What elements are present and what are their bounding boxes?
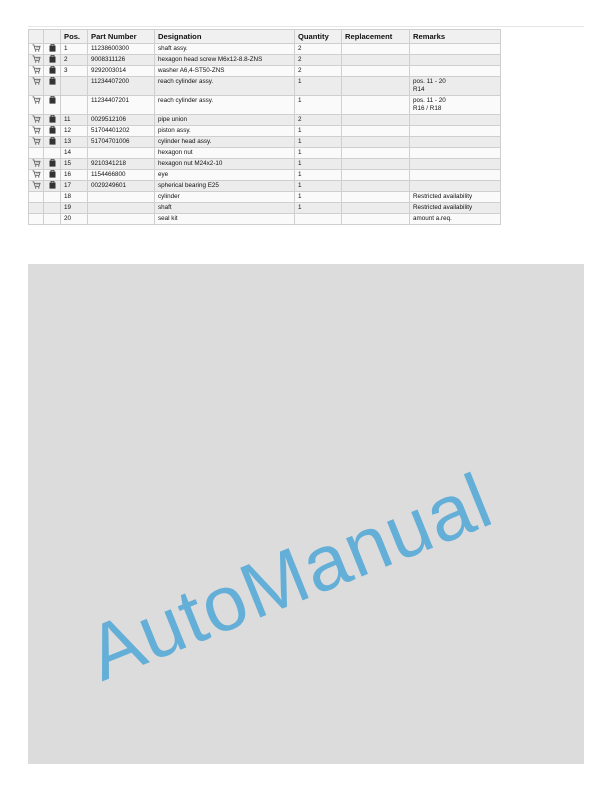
quantity-cell: 1 (295, 148, 342, 159)
designation-cell: shaft assy. (155, 44, 295, 55)
table-row (29, 66, 501, 77)
top-divider (28, 26, 584, 27)
remarks-cell (410, 214, 501, 225)
remarks-cell (410, 203, 501, 214)
pos-cell: 11 (61, 115, 88, 126)
shopping-cart-icon[interactable] (32, 56, 41, 63)
part-number-cell: 11234407200 (88, 77, 155, 96)
table-row (29, 55, 501, 66)
parts-kit-icon[interactable] (49, 171, 56, 178)
shopping-cart-icon[interactable] (32, 182, 41, 189)
parts-table-body (29, 44, 501, 225)
designation-cell: reach cylinder assy. (155, 77, 295, 96)
part-number-cell (88, 203, 155, 214)
shopping-cart-icon[interactable] (32, 97, 41, 104)
remarks-cell (410, 137, 501, 148)
table-row (29, 96, 501, 115)
quantity-cell: 1 (295, 159, 342, 170)
pos-cell (61, 96, 88, 115)
parts-kit-icon[interactable] (49, 127, 56, 134)
pos-cell: 20 (61, 214, 88, 225)
quantity-cell: 2 (295, 55, 342, 66)
replacement-cell (342, 181, 410, 192)
shopping-cart-icon[interactable] (32, 45, 41, 52)
quantity-column-header: Quantity (295, 30, 342, 44)
cart-cell[interactable] (29, 192, 44, 203)
remarks-line-1: pos. 11 - 20 (413, 97, 446, 104)
quantity-cell: 1 (295, 170, 342, 181)
remarks-line-1: amount a.req. (413, 215, 452, 222)
pos-cell: 16 (61, 170, 88, 181)
remarks-cell (410, 126, 501, 137)
table-row (29, 214, 501, 225)
part-number-cell: 0029249601 (88, 181, 155, 192)
designation-cell: reach cylinder assy. (155, 96, 295, 115)
replacement-cell (342, 137, 410, 148)
cart-cell[interactable] (29, 66, 44, 77)
pos-cell: 3 (61, 66, 88, 77)
kit-cell[interactable] (44, 203, 61, 214)
cart-cell[interactable] (29, 77, 44, 96)
pos-cell: 14 (61, 148, 88, 159)
quantity-cell: 1 (295, 192, 342, 203)
parts-kit-icon[interactable] (49, 182, 56, 189)
designation-cell: hexagon nut M24x2-10 (155, 159, 295, 170)
shopping-cart-icon[interactable] (32, 127, 41, 134)
part-number-cell: 51704701006 (88, 137, 155, 148)
shopping-cart-icon[interactable] (32, 67, 41, 74)
replacement-cell (342, 66, 410, 77)
shopping-cart-icon[interactable] (32, 171, 41, 178)
table-row (29, 148, 501, 159)
part-number-cell (88, 148, 155, 159)
table-row (29, 181, 501, 192)
remarks-cell (410, 44, 501, 55)
replacement-cell (342, 126, 410, 137)
quantity-cell: 1 (295, 137, 342, 148)
quantity-cell: 1 (295, 96, 342, 115)
kit-cell[interactable] (44, 66, 61, 77)
remarks-line-1: Restricted availability (413, 204, 473, 211)
replacement-cell (342, 192, 410, 203)
part-number-cell (88, 214, 155, 225)
remarks-cell (410, 181, 501, 192)
replacement-cell (342, 44, 410, 55)
designation-cell: pipe union (155, 115, 295, 126)
designation-cell: washer A6,4-ST50-ZNS (155, 66, 295, 77)
remarks-cell (410, 170, 501, 181)
remarks-line-1: pos. 11 - 20 (413, 78, 446, 85)
table-row (29, 126, 501, 137)
kit-cell[interactable] (44, 115, 61, 126)
designation-cell: spherical bearing E25 (155, 181, 295, 192)
pos-cell (61, 77, 88, 96)
designation-cell: hexagon nut (155, 148, 295, 159)
remarks-line-2: R16 / R18 (413, 105, 442, 112)
table-row (29, 137, 501, 148)
replacement-cell (342, 148, 410, 159)
kit-cell[interactable] (44, 96, 61, 115)
remarks-line-2: R14 (413, 86, 425, 93)
gray-background-panel (28, 264, 584, 764)
cart-cell[interactable] (29, 55, 44, 66)
pos-cell: 15 (61, 159, 88, 170)
quantity-cell: 2 (295, 66, 342, 77)
parts-kit-icon[interactable] (49, 67, 56, 74)
part-number-cell: 1154466800 (88, 170, 155, 181)
designation-cell: cylinder head assy. (155, 137, 295, 148)
kit-cell[interactable] (44, 126, 61, 137)
table-row (29, 44, 501, 55)
kit-cell[interactable] (44, 137, 61, 148)
pos-cell: 1 (61, 44, 88, 55)
pos-cell: 18 (61, 192, 88, 203)
cart-cell[interactable] (29, 170, 44, 181)
remarks-column-header: Remarks (410, 30, 501, 44)
remarks-cell (410, 148, 501, 159)
part-number-cell: 11234407201 (88, 96, 155, 115)
cart-column-header (29, 30, 44, 44)
cart-cell[interactable] (29, 159, 44, 170)
designation-cell: eye (155, 170, 295, 181)
designation-cell: hexagon head screw M6x12-8.8-ZNS (155, 55, 295, 66)
kit-cell[interactable] (44, 192, 61, 203)
cart-cell[interactable] (29, 96, 44, 115)
quantity-cell: 2 (295, 44, 342, 55)
shopping-cart-icon[interactable] (32, 78, 41, 85)
kit-column-header (44, 30, 61, 44)
remarks-cell (410, 55, 501, 66)
parts-kit-icon[interactable] (49, 160, 56, 167)
cart-cell[interactable] (29, 181, 44, 192)
parts-table (28, 29, 501, 225)
remarks-cell (410, 159, 501, 170)
remarks-cell (410, 77, 501, 96)
cart-cell[interactable] (29, 115, 44, 126)
replacement-cell (342, 55, 410, 66)
watermark: AutoManual (75, 455, 504, 698)
kit-cell[interactable] (44, 159, 61, 170)
part-number-cell: 9292003014 (88, 66, 155, 77)
replacement-cell (342, 159, 410, 170)
cart-cell[interactable] (29, 44, 44, 55)
kit-cell[interactable] (44, 148, 61, 159)
kit-cell[interactable] (44, 55, 61, 66)
quantity-cell: 1 (295, 77, 342, 96)
designation-cell: piston assy. (155, 126, 295, 137)
pos-cell: 17 (61, 181, 88, 192)
cart-cell[interactable] (29, 126, 44, 137)
remarks-line-1: Restricted availability (413, 193, 473, 200)
table-row (29, 115, 501, 126)
replacement-column-header: Replacement (342, 30, 410, 44)
replacement-cell (342, 96, 410, 115)
shopping-cart-icon[interactable] (32, 138, 41, 145)
cart-cell[interactable] (29, 214, 44, 225)
parts-kit-icon[interactable] (49, 78, 56, 85)
table-header-row (29, 30, 501, 44)
parts-kit-icon[interactable] (49, 45, 56, 52)
kit-cell[interactable] (44, 44, 61, 55)
parts-kit-icon[interactable] (49, 97, 56, 104)
pos-cell: 2 (61, 55, 88, 66)
table-row (29, 77, 501, 96)
kit-cell[interactable] (44, 77, 61, 96)
designation-column-header: Designation (155, 30, 295, 44)
shopping-cart-icon[interactable] (32, 116, 41, 123)
cart-cell[interactable] (29, 137, 44, 148)
pos-column-header: Pos. (61, 30, 88, 44)
parts-kit-icon[interactable] (49, 56, 56, 63)
designation-cell: shaft (155, 203, 295, 214)
part-number-cell: 11238600300 (88, 44, 155, 55)
replacement-cell (342, 214, 410, 225)
cart-cell[interactable] (29, 203, 44, 214)
parts-kit-icon[interactable] (49, 138, 56, 145)
kit-cell[interactable] (44, 181, 61, 192)
pos-cell: 13 (61, 137, 88, 148)
replacement-cell (342, 170, 410, 181)
part-number-cell (88, 192, 155, 203)
table-row (29, 159, 501, 170)
pos-cell: 19 (61, 203, 88, 214)
kit-cell[interactable] (44, 170, 61, 181)
part-number-column-header: Part Number (88, 30, 155, 44)
replacement-cell (342, 203, 410, 214)
shopping-cart-icon[interactable] (32, 160, 41, 167)
part-number-cell: 0029512106 (88, 115, 155, 126)
remarks-cell (410, 192, 501, 203)
kit-cell[interactable] (44, 214, 61, 225)
replacement-cell (342, 115, 410, 126)
remarks-cell (410, 115, 501, 126)
part-number-cell: 9210341218 (88, 159, 155, 170)
parts-kit-icon[interactable] (49, 116, 56, 123)
replacement-cell (342, 77, 410, 96)
part-number-cell: 9008311126 (88, 55, 155, 66)
table-row (29, 203, 501, 214)
quantity-cell: 1 (295, 181, 342, 192)
table-row (29, 192, 501, 203)
remarks-cell (410, 66, 501, 77)
designation-cell: seal kit (155, 214, 295, 225)
remarks-cell (410, 96, 501, 115)
quantity-cell: 1 (295, 126, 342, 137)
quantity-cell: 2 (295, 115, 342, 126)
quantity-cell (295, 214, 342, 225)
pos-cell: 12 (61, 126, 88, 137)
table-row (29, 170, 501, 181)
designation-cell: cylinder (155, 192, 295, 203)
cart-cell[interactable] (29, 148, 44, 159)
part-number-cell: 51704401202 (88, 126, 155, 137)
quantity-cell: 1 (295, 203, 342, 214)
